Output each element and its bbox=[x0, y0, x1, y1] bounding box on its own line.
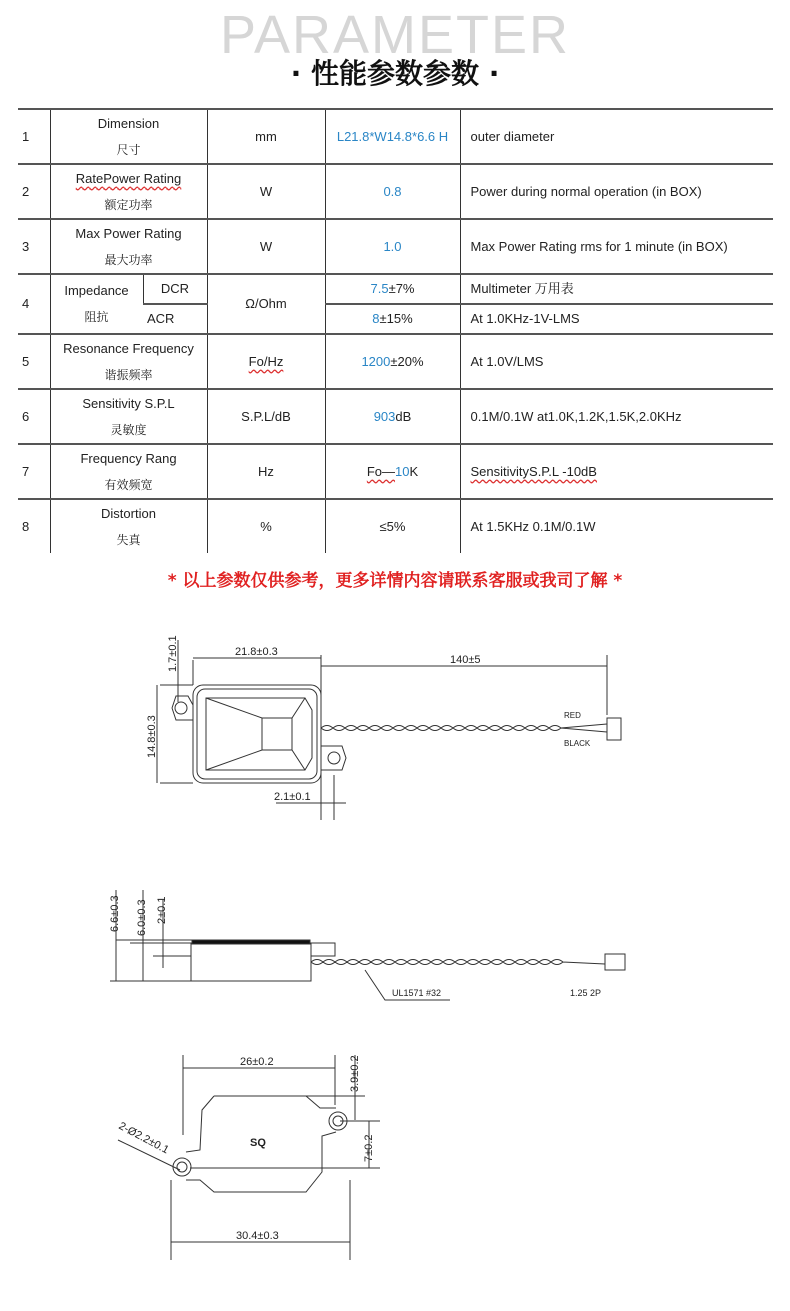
mount-hole bbox=[173, 1158, 191, 1176]
dim-width: 21.8±0.3 bbox=[235, 646, 278, 658]
twisted-cable bbox=[311, 960, 605, 1001]
unit-text: Fo/Hz bbox=[248, 353, 284, 369]
row-number: 2 bbox=[18, 164, 50, 219]
param-name-en: Distortion bbox=[101, 505, 156, 521]
dim-hole-pitch: 7±0.2 bbox=[363, 1134, 375, 1162]
table-row bbox=[18, 499, 773, 553]
note: Power during normal operation (in BOX) bbox=[460, 164, 773, 219]
table-row bbox=[18, 274, 773, 304]
param-name-cn: 灵敏度 bbox=[110, 422, 147, 437]
value-highlight: 8 bbox=[372, 311, 380, 326]
param-name-en: Sensitivity S.P.L bbox=[82, 395, 175, 411]
bracket-view-drawing bbox=[0, 1040, 790, 1260]
value-highlight: 1200 bbox=[361, 353, 391, 369]
value: 0.8 bbox=[325, 164, 460, 219]
row-number: 4 bbox=[18, 274, 50, 334]
value-tolerance: ±7% bbox=[388, 281, 415, 296]
dim-cable-length: 140±5 bbox=[450, 654, 481, 666]
param-name-en: RatePower Rating bbox=[75, 170, 182, 186]
param-name-en: Dimension bbox=[97, 115, 160, 131]
value-highlight: 10 bbox=[395, 463, 410, 479]
wire-red-label: RED bbox=[564, 711, 581, 720]
value-highlight: L21.8*W14.8*6.6 H bbox=[336, 128, 449, 144]
param-name bbox=[50, 274, 143, 334]
value: ≤5% bbox=[325, 499, 460, 553]
wire-black-label: BLACK bbox=[564, 739, 591, 748]
cable-label: UL1571 #32 bbox=[392, 988, 442, 998]
value bbox=[325, 444, 460, 499]
spec-table bbox=[18, 108, 773, 553]
param-name-en: Frequency Rang bbox=[80, 450, 177, 466]
table-row bbox=[18, 109, 773, 164]
row-number: 7 bbox=[18, 444, 50, 499]
table-row bbox=[18, 219, 773, 274]
value-tolerance: ±20% bbox=[390, 353, 424, 369]
param-name bbox=[50, 219, 207, 274]
dim-inner-width: 26±0.2 bbox=[240, 1056, 274, 1068]
dim-height: 14.8±0.3 bbox=[146, 715, 158, 758]
unit: W bbox=[207, 164, 325, 219]
note bbox=[460, 304, 773, 334]
param-name-en: Impedance bbox=[64, 283, 129, 298]
unit bbox=[207, 334, 325, 389]
unit: W bbox=[207, 219, 325, 274]
param-name-en: Resonance Frequency bbox=[63, 340, 194, 356]
dim-ear: 1.7±0.1 bbox=[167, 635, 179, 672]
row-number: 8 bbox=[18, 499, 50, 553]
side-view-drawing bbox=[0, 880, 790, 1010]
param-name bbox=[50, 164, 207, 219]
param-name-cn: 额定功率 bbox=[104, 197, 153, 212]
dim-ear-height: 2±0.1 bbox=[156, 896, 168, 924]
dim-top-offset: 3.9±0.2 bbox=[349, 1055, 361, 1092]
value-unit: K bbox=[409, 463, 419, 479]
value bbox=[325, 109, 460, 164]
page-title: PARAMETER bbox=[219, 5, 571, 65]
value-unit: dB bbox=[395, 408, 412, 424]
note: At 1.0V/LMS bbox=[460, 334, 773, 389]
param-name bbox=[50, 444, 207, 499]
connector-label: 1.25 2P bbox=[570, 988, 602, 998]
table-row bbox=[18, 389, 773, 444]
value bbox=[325, 304, 460, 334]
unit: Hz bbox=[207, 444, 325, 499]
unit: S.P.L/dB bbox=[207, 389, 325, 444]
value bbox=[325, 334, 460, 389]
value-highlight: 903 bbox=[373, 408, 396, 424]
note-text: SensitivityS.P.L -10dB bbox=[470, 463, 597, 479]
twisted-cable bbox=[321, 724, 607, 732]
note: Multimeter 万用表 bbox=[460, 274, 773, 304]
value bbox=[325, 389, 460, 444]
disclaimer: * 以上参数仅供参考，更多详情内容请联系客服或我司了解 * bbox=[167, 571, 623, 591]
param-name bbox=[50, 109, 207, 164]
param-name-cn: 失真 bbox=[116, 532, 141, 547]
dim-body-height: 6.0±0.3 bbox=[136, 899, 148, 936]
dim-holes: 2-Ø2.2±0.1 bbox=[116, 1120, 171, 1157]
sub-param-label: DCR bbox=[143, 274, 207, 304]
unit: Ω/Ohm bbox=[207, 274, 325, 334]
value-tolerance: ±15% bbox=[379, 311, 413, 326]
param-name-cn: 尺寸 bbox=[116, 142, 141, 157]
dim-total-height: 6.6±0.3 bbox=[109, 895, 121, 932]
table-row bbox=[18, 334, 773, 389]
row-number: 3 bbox=[18, 219, 50, 274]
param-name-cn: 最大功率 bbox=[104, 252, 153, 267]
dim-offset: 2.1±0.1 bbox=[274, 791, 311, 803]
value bbox=[325, 274, 460, 304]
note bbox=[460, 444, 773, 499]
unit: mm bbox=[207, 109, 325, 164]
sub-param-label: ACR bbox=[143, 304, 207, 334]
speaker-side-body bbox=[191, 943, 311, 981]
param-name bbox=[50, 499, 207, 553]
param-name-cn: 有效频宽 bbox=[104, 477, 153, 492]
table-row bbox=[18, 444, 773, 499]
param-name-cn: 谐振频率 bbox=[104, 367, 153, 382]
row-number: 1 bbox=[18, 109, 50, 164]
note-text: At 1.0KHz-1V-LMS bbox=[470, 311, 580, 326]
page-subtitle: · 性能参数参数 · bbox=[290, 57, 500, 90]
value: 1.0 bbox=[325, 219, 460, 274]
connector bbox=[605, 954, 625, 970]
note: outer diameter bbox=[460, 109, 773, 164]
note: 0.1M/0.1W at1.0K,1.2K,1.5K,2.0KHz bbox=[460, 389, 773, 444]
top-view-drawing bbox=[0, 620, 790, 820]
param-name bbox=[50, 389, 207, 444]
row-number: 6 bbox=[18, 389, 50, 444]
note: Max Power Rating rms for 1 minute (in BOX) bbox=[460, 219, 773, 274]
param-name-en: Max Power Rating bbox=[75, 225, 182, 241]
value-highlight: 7.5 bbox=[370, 281, 389, 296]
bracket-mark: SQ bbox=[250, 1137, 266, 1149]
param-name-cn: 阻抗 bbox=[84, 310, 109, 324]
unit: % bbox=[207, 499, 325, 553]
row-number: 5 bbox=[18, 334, 50, 389]
connector bbox=[607, 718, 621, 740]
dim-outer-width: 30.4±0.3 bbox=[236, 1230, 279, 1242]
param-name bbox=[50, 334, 207, 389]
note: At 1.5KHz 0.1M/0.1W bbox=[460, 499, 773, 553]
value-prefix: Fo— bbox=[366, 463, 396, 479]
speaker-body bbox=[172, 685, 346, 783]
table-row bbox=[18, 164, 773, 219]
